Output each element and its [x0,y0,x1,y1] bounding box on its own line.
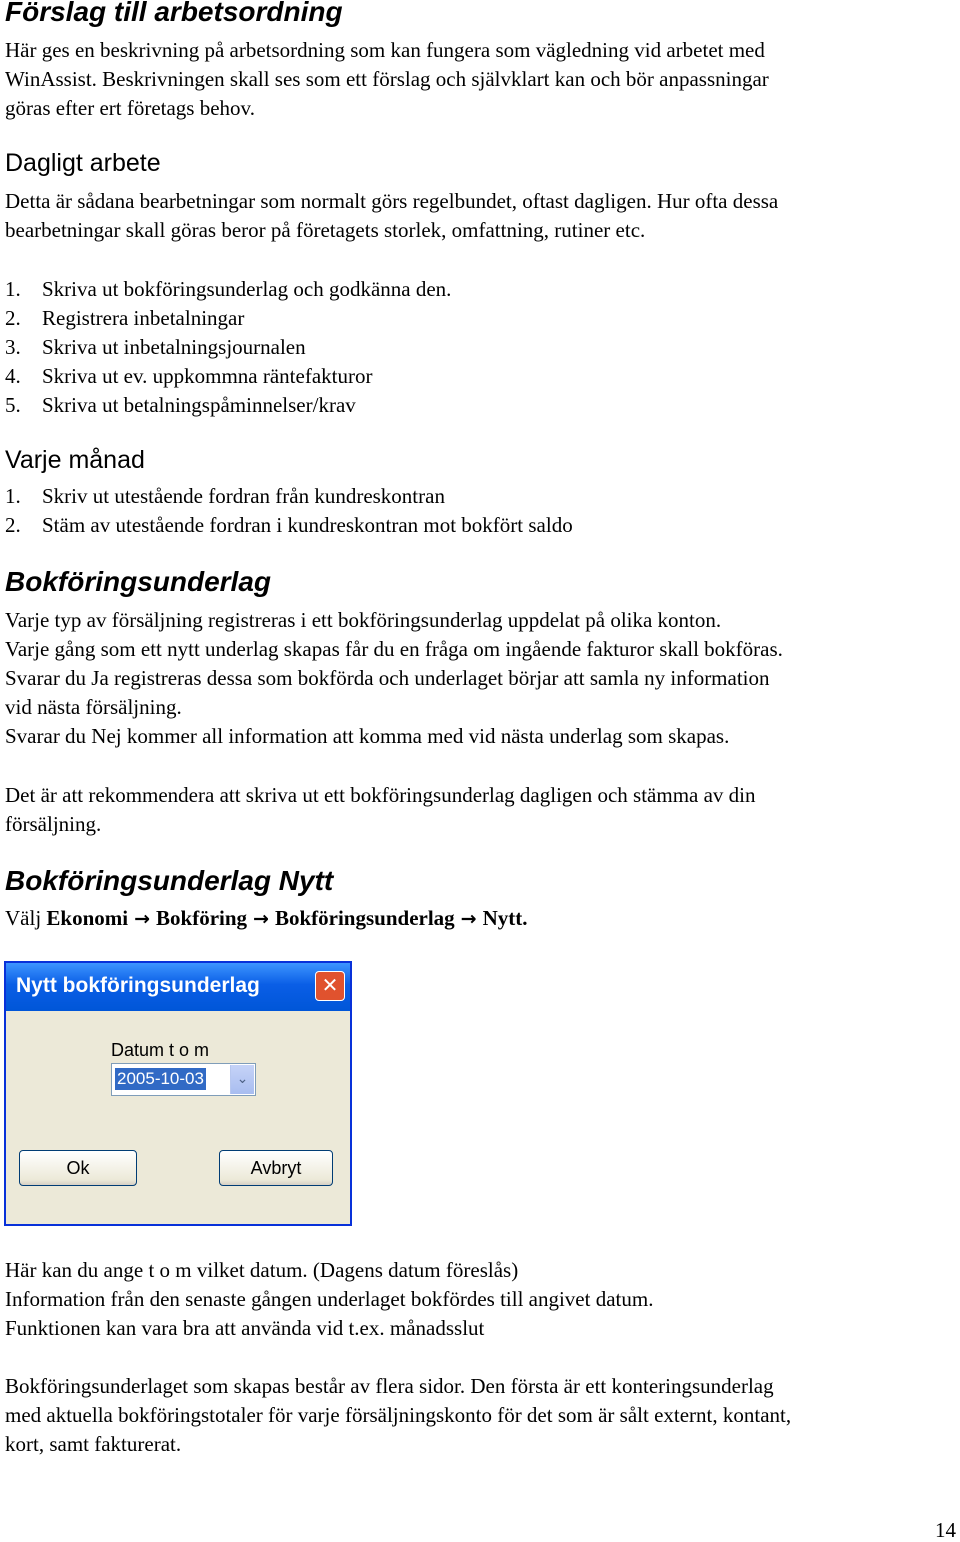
underlag-line-1: Varje typ av försäljning registreras i ett bokföringsunderlag uppdelat på olika konton. [5,608,722,632]
page-number: 14 [935,1518,956,1542]
menu-path [5,904,528,934]
daily-line-2: bearbetningar skall göras beror på företagets storlek, omfattning, rutiner etc. [5,218,646,242]
dialog-title: Nytt bokföringsunderlag [16,974,260,997]
intro-line-2: WinAssist. Beskrivningen skall ses som ett förslag och självklart kan och bör anpassningar [5,67,769,91]
menu-path-ekonomi: Ekonomi [46,906,129,930]
arrow-right-icon: → [134,908,151,930]
close-icon: ✕ [321,973,339,997]
underlag-line-5: Svarar du Nej kommer all information att komma med vid nästa underlag som skapas. [5,724,730,748]
date-value: 2005-10-03 [117,1069,204,1088]
list-item: 1. Skriva ut bokföringsunderlag och godkänna den. [5,277,452,301]
heading-bokforingsunderlag: Bokföringsunderlag [5,566,272,597]
date-dropdown-button[interactable] [230,1065,254,1094]
recommend-line-2: försäljning. [5,812,102,836]
close-button[interactable] [315,971,345,1001]
heading-dagligt: Dagligt arbete [5,149,161,177]
underlag-line-2: Varje gång som ett nytt underlag skapas får du en fråga om ingående fakturor skall bokföras. [5,637,783,661]
list-item: 2. Registrera inbetalningar [5,306,245,330]
list-item: 4. Skriva ut ev. uppkommna räntefakturor [5,364,373,388]
daily-line-1: Detta är sådana bearbetningar som normalt görs regelbundet, oftast dagligen. Hur ofta dessa [5,189,779,213]
heading-forslag: Förslag till arbetsordning [5,0,343,27]
recommend-line-1: Det är att rekommendera att skriva ut ett bokföringsunderlag dagligen och stämma av din [5,783,756,807]
after-line-1: Här kan du ange t o m vilket datum. (Dagens datum föreslås) [5,1258,519,1282]
closing-line-2: med aktuella bokföringstotaler för varje försäljningskonto för det som är sålt externt, kontant, [5,1403,792,1427]
dialog-titlebar [6,963,350,1011]
cancel-button[interactable]: Avbryt [219,1150,333,1186]
closing-line-1: Bokföringsunderlaget som skapas består av flera sidor. Den första är ett konteringsunderlag [5,1374,774,1398]
menu-path-bokforing: Bokföring [156,906,248,930]
intro-line-1: Här ges en beskrivning på arbetsordning som kan fungera som vägledning vid arbetet med [5,38,765,62]
ok-button[interactable]: Ok [19,1150,137,1186]
heading-bokforingsunderlag-nytt: Bokföringsunderlag Nytt [5,865,334,896]
heading-varje-manad: Varje månad [5,446,145,474]
menu-path-bokforingsunderlag: Bokföringsunderlag [274,906,455,930]
intro-line-3: göras efter ert företags behov. [5,96,255,120]
date-label: Datum t o m [111,1040,210,1060]
list-item: 1. Skriv ut utestående fordran från kundreskontran [5,484,445,508]
list-item: 2. Stäm av utestående fordran i kundreskontran mot bokfört saldo [5,513,573,537]
list-item: 3. Skriva ut inbetalningsjournalen [5,335,306,359]
arrow-right-icon: → [460,908,477,930]
chevron-down-icon: ⌄ [236,1071,249,1087]
arrow-right-icon: → [253,908,269,930]
monthly-list [5,482,573,540]
daily-list [5,275,451,420]
date-select[interactable] [111,1063,256,1096]
underlag-line-4: vid nästa försäljning. [5,695,182,719]
closing-line-3: kort, samt fakturerat. [5,1432,182,1456]
after-line-3: Funktionen kan vara bra att använda vid t.ex. månadsslut [5,1316,485,1340]
after-line-2: Information från den senaste gången underlaget bokfördes till angivet datum. [5,1287,654,1311]
list-item: 5. Skriva ut betalningspåminnelser/krav [5,393,356,417]
menu-path-nytt: Nytt. [482,906,528,930]
menu-path-prefix: Välj [5,906,42,930]
underlag-line-3: Svarar du Ja registreras dessa som bokförda och underlaget börjar att samla ny information [5,666,770,690]
